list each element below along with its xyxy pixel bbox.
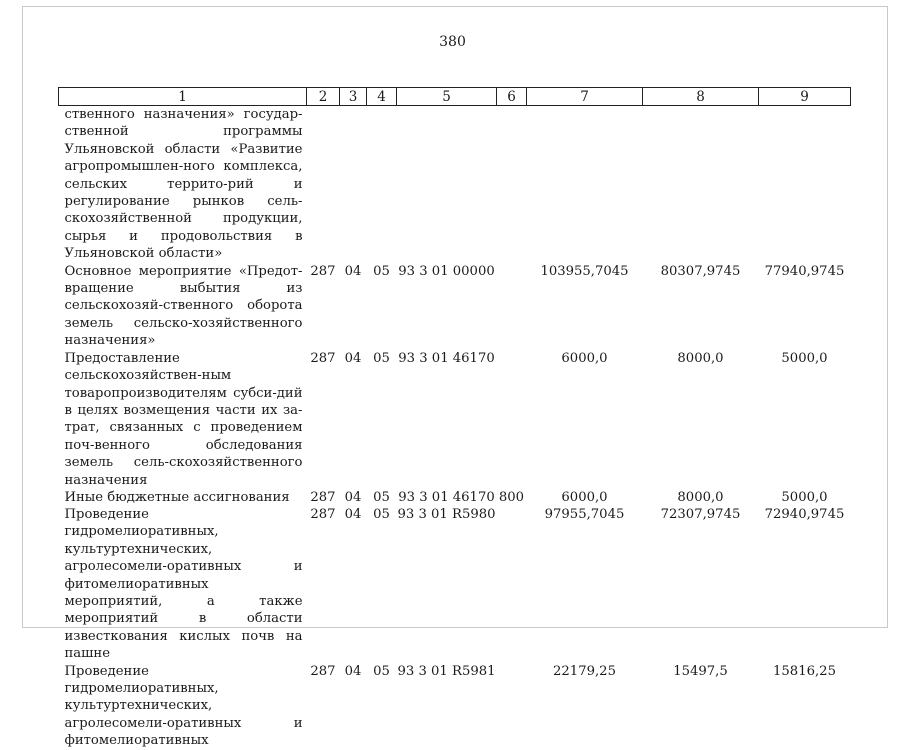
cell-ministry: 287: [310, 489, 336, 505]
header-cell: 1: [59, 88, 307, 106]
cell-amount-3: 15816,25: [773, 663, 836, 679]
cell-expense-type: [497, 263, 527, 350]
header-cell: 8: [643, 88, 759, 106]
table-header-row: [59, 88, 851, 106]
cell-subsection: 05: [373, 263, 390, 279]
cell-section: [340, 106, 367, 263]
header-cell: 6: [497, 88, 527, 106]
cell-subsection: [367, 106, 397, 263]
cell-ministry: 287: [310, 663, 336, 679]
table-row: [59, 506, 851, 663]
cell-section: 04: [344, 663, 362, 679]
row-name: Проведение гидромелиоративных, культуртехнических, агролесомели-оративных и фитомелиоративных мероприятий, а также мероприятий в области известкования кислых почв на пашне: [64, 506, 303, 662]
cell-subsection: 05: [373, 489, 390, 505]
cell-subsection: 05: [373, 350, 390, 366]
cell-target-article: 93 3 01 46170: [398, 489, 495, 505]
table-row: [59, 350, 851, 489]
cell-amount-2: 8000,0: [677, 350, 724, 366]
table-row: [59, 106, 851, 263]
cell-amount-3: 5000,0: [781, 350, 828, 366]
cell-section: 04: [344, 506, 362, 522]
cell-target-article: 93 3 01 R5980: [397, 506, 496, 522]
cell-amount-2: [643, 106, 759, 263]
table-row: [59, 263, 851, 350]
cell-target-article: 93 3 01 00000: [398, 263, 495, 279]
cell-expense-type: [497, 663, 527, 750]
cell-section: 04: [344, 263, 362, 279]
cell-amount-3: 72940,9745: [764, 506, 845, 522]
cell-target-article: [397, 106, 497, 263]
cell-amount-1: 6000,0: [561, 489, 608, 505]
cell-expense-type: [497, 350, 527, 489]
row-name: Иные бюджетные ассигнования: [64, 489, 290, 505]
cell-expense-type: 800: [498, 489, 525, 505]
header-cell: 3: [340, 88, 367, 106]
header-cell: 7: [527, 88, 643, 106]
cell-amount-2: 80307,9745: [660, 263, 741, 279]
cell-amount-1: 22179,25: [553, 663, 616, 679]
cell-amount-3: [759, 106, 851, 263]
cell-amount-1: 6000,0: [561, 350, 608, 366]
cell-ministry: 287: [310, 506, 336, 522]
cell-target-article: 93 3 01 46170: [398, 350, 495, 366]
cell-amount-1: 97955,7045: [544, 506, 625, 522]
cell-section: 04: [344, 489, 362, 505]
cell-subsection: 05: [373, 663, 390, 679]
cell-amount-3: 5000,0: [781, 489, 828, 505]
cell-amount-2: 72307,9745: [660, 506, 741, 522]
cell-amount-2: 8000,0: [677, 489, 724, 505]
row-name: Предоставление сельскохозяйствен-ным товаропроизводителям субси-дий в целях возмещения части их за-трат, связанных с проведением поч-венного обследования земель сель-скохозяйственного назначения: [64, 350, 303, 488]
row-name: Проведение гидромелиоративных, культуртехнических, агролесомели-оративных и фитомелиоративных: [64, 663, 303, 749]
cell-ministry: [307, 106, 340, 263]
cell-amount-3: 77940,9745: [764, 263, 845, 279]
cell-ministry: 287: [310, 263, 336, 279]
page-number: 380: [439, 34, 466, 50]
cell-section: 04: [344, 350, 362, 366]
row-name: ственного назначения» государ-ственной программы Ульяновской области «Развитие агропромышлен-ного комплекса, сельских террито-рий и регулирование рынков сель-скохозяйственной продукции, сырья и продовольствия в Ульяновской области»: [64, 107, 303, 262]
cell-expense-type: [497, 106, 527, 263]
budget-table: [58, 87, 851, 750]
table-row: [59, 663, 851, 750]
header-cell: 4: [367, 88, 397, 106]
header-cell: 9: [759, 88, 851, 106]
cell-amount-2: 15497,5: [673, 663, 728, 679]
row-name: Основное мероприятие «Предот-вращение выбытия из сельскохозяй-ственного оборота земель сельско-хозяйственного назначения»: [64, 263, 303, 349]
cell-subsection: 05: [373, 506, 390, 522]
cell-amount-1: 103955,7045: [540, 263, 629, 279]
table-row: [59, 489, 851, 506]
cell-ministry: 287: [310, 350, 336, 366]
cell-expense-type: [497, 506, 527, 663]
header-cell: 2: [307, 88, 340, 106]
header-cell: 5: [397, 88, 497, 106]
cell-target-article: 93 3 01 R5981: [397, 663, 496, 679]
cell-amount-1: [527, 106, 643, 263]
